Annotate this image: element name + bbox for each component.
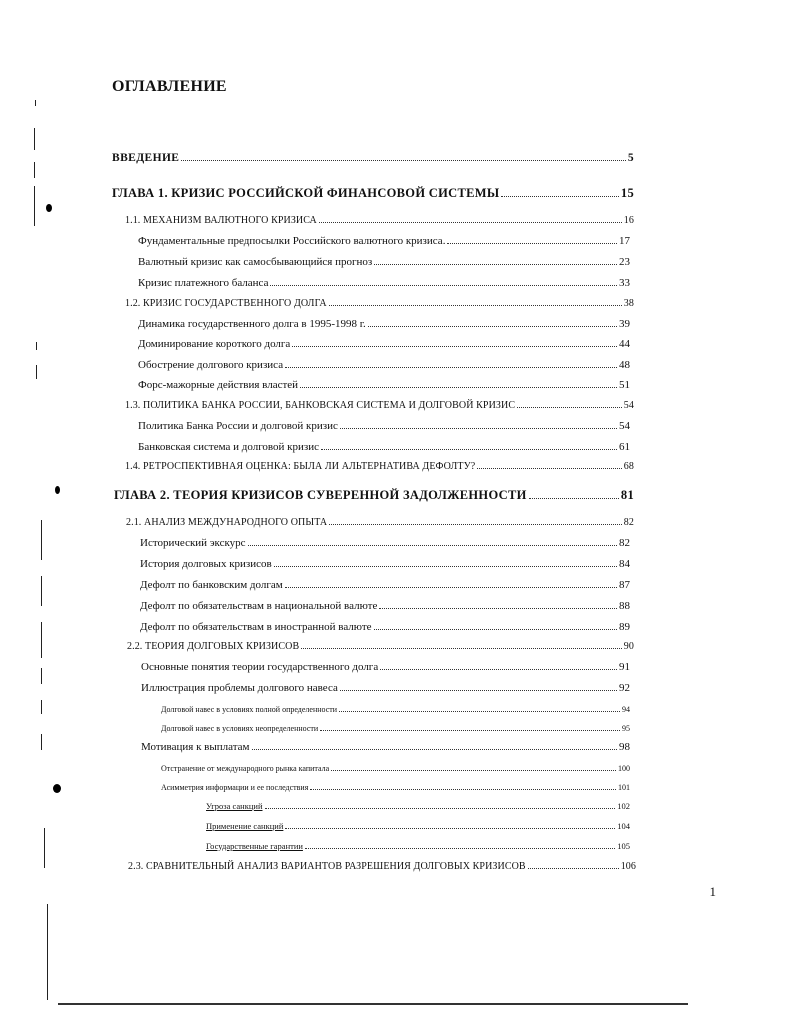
toc-entry-label: Применение санкций xyxy=(206,821,284,831)
toc-entry-section[interactable] xyxy=(125,298,634,309)
toc-entry-page: 17 xyxy=(619,235,630,247)
toc-entry-label: Валютный кризис как самосбывающийся прогноз xyxy=(138,256,373,268)
toc-entry-page: 82 xyxy=(619,537,630,549)
toc-entry-page: 38 xyxy=(623,298,634,309)
toc-entry-introduction[interactable] xyxy=(112,152,634,164)
toc-entry-label: Банковская система и долговой кризис xyxy=(138,441,320,453)
toc-entry-page: 51 xyxy=(619,379,630,391)
toc-entry-label: Долговой навес в условиях неопределенности xyxy=(161,724,319,733)
toc-entry-subsection[interactable] xyxy=(141,682,630,694)
toc-entry-page: 16 xyxy=(623,215,634,226)
toc-entry-page: 81 xyxy=(620,488,634,502)
toc-entry-subsection[interactable] xyxy=(138,256,630,268)
toc-entry-label: ГЛАВА 1. КРИЗИС РОССИЙСКОЙ ФИНАНСОВОЙ СИСТЕМЫ xyxy=(112,186,500,200)
toc-entry-label: 2.3. СРАВНИТЕЛЬНЫЙ АНАЛИЗ ВАРИАНТОВ РАЗРЕШЕНИЯ ДОЛГОВЫХ КРИЗИСОВ xyxy=(128,861,526,872)
toc-entry-subsection[interactable] xyxy=(138,441,630,453)
toc-entry-label: Политика Банка России и долговой кризис xyxy=(138,420,338,432)
toc-entry-subsection[interactable] xyxy=(138,318,630,330)
toc-entry-page: 102 xyxy=(617,801,630,811)
toc-entry-label: Отстранение от международного рынка капитала xyxy=(161,764,330,773)
toc-entry-label: ВВЕДЕНИЕ xyxy=(112,152,180,165)
toc-entry-page: 98 xyxy=(619,741,630,753)
toc-entry-page: 88 xyxy=(619,600,630,612)
toc-entry-subsection[interactable] xyxy=(141,741,630,753)
scan-mark xyxy=(36,365,37,379)
scan-mark xyxy=(41,576,42,606)
toc-entry-label: 2.1. АНАЛИЗ МЕЖДУНАРОДНОГО ОПЫТА xyxy=(126,517,328,528)
toc-entry-page: 92 xyxy=(619,682,630,694)
toc-entry-subsection[interactable] xyxy=(140,600,630,612)
toc-entry-page: 84 xyxy=(619,558,630,570)
toc-entry-label: Форс-мажорные действия властей xyxy=(138,379,299,391)
toc-entry-label: Основные понятия теории государственного долга xyxy=(141,661,379,673)
toc-entry-label: Угроза санкций xyxy=(206,801,263,811)
toc-entry-page: 44 xyxy=(619,338,630,350)
toc-entry-subsection[interactable] xyxy=(140,537,630,549)
toc-entry-label: 2.2. ТЕОРИЯ ДОЛГОВЫХ КРИЗИСОВ xyxy=(127,641,300,652)
toc-entry-section[interactable] xyxy=(128,861,636,872)
toc-entry-page: 105 xyxy=(617,841,630,851)
toc-entry-page: 82 xyxy=(623,517,634,528)
toc-entry-label: Фундаментальные предпосылки Российского валютного кризиса. xyxy=(138,235,446,247)
toc-entry-page: 90 xyxy=(623,641,634,652)
toc-entry-page: 94 xyxy=(622,705,630,714)
toc-entry-page: 54 xyxy=(619,420,630,432)
toc-entry-section[interactable] xyxy=(127,641,634,652)
scan-blot xyxy=(46,204,52,212)
toc-entry-subsubsection[interactable] xyxy=(161,764,630,773)
toc-entry-subsubsection[interactable] xyxy=(161,783,630,792)
toc-entry-label: ГЛАВА 2. ТЕОРИЯ КРИЗИСОВ СУВЕРЕННОЙ ЗАДОЛЖЕННОСТИ xyxy=(114,488,527,502)
toc-entry-subsubsection[interactable] xyxy=(161,724,630,733)
toc-entry-subsubsection[interactable] xyxy=(161,705,630,714)
toc-entry-page: 48 xyxy=(619,359,630,371)
page-number: 1 xyxy=(709,884,716,899)
toc-entry-section[interactable] xyxy=(125,461,634,472)
scan-edge-line xyxy=(58,1003,688,1005)
scan-mark xyxy=(41,700,42,714)
toc-entry-page: 33 xyxy=(619,277,630,289)
toc-entry-page: 91 xyxy=(619,661,630,673)
toc-entry-subsection[interactable] xyxy=(140,621,630,633)
page-title: ОГЛАВЛЕНИЕ xyxy=(112,78,227,95)
toc-entry-subsection[interactable] xyxy=(138,420,630,432)
scan-mark xyxy=(41,520,42,560)
toc-entry-label: Исторический экскурс xyxy=(140,537,246,549)
toc-entry-label: Иллюстрация проблемы долгового навеса xyxy=(141,682,338,694)
toc-entry-section[interactable] xyxy=(126,517,634,528)
scan-mark xyxy=(34,186,35,226)
toc-entry-subsection[interactable] xyxy=(138,379,630,391)
toc-entry-subsection[interactable] xyxy=(138,359,630,371)
toc-entry-page: 5 xyxy=(627,152,634,165)
toc-entry-label: Кризис платежного баланса xyxy=(138,277,269,289)
scan-mark xyxy=(41,668,42,684)
toc-entry-page: 39 xyxy=(619,318,630,330)
toc-entry-page: 87 xyxy=(619,579,630,591)
toc-entry-label: 1.1. МЕХАНИЗМ ВАЛЮТНОГО КРИЗИСА xyxy=(125,215,317,226)
toc-entry-page: 104 xyxy=(617,821,630,831)
scan-blot xyxy=(53,784,61,793)
toc-entry-page: 106 xyxy=(620,861,636,872)
toc-entry-label: Динамика государственного долга в 1995-1998 г. xyxy=(138,318,366,330)
toc-entry-page: 101 xyxy=(618,783,630,792)
toc-entry-page: 61 xyxy=(619,441,630,453)
toc-entry-label: Долговой навес в условиях полной определенности xyxy=(161,705,338,714)
scan-mark xyxy=(36,342,37,350)
toc-entry-section[interactable] xyxy=(125,400,634,411)
toc-entry-item[interactable] xyxy=(206,801,630,811)
toc-entry-page: 68 xyxy=(623,461,634,472)
toc-entry-section[interactable] xyxy=(125,215,634,226)
toc-entry-label: Мотивация к выплатам xyxy=(141,741,250,753)
toc-entry-page: 23 xyxy=(619,256,630,268)
toc-entry-label: 1.2. КРИЗИС ГОСУДАРСТВЕННОГО ДОЛГА xyxy=(125,298,327,309)
scan-mark xyxy=(34,162,35,178)
toc-entry-label: Государственные гарантии xyxy=(206,841,303,851)
scan-blot xyxy=(55,486,60,494)
toc-entry-item[interactable] xyxy=(206,821,630,831)
scan-mark xyxy=(35,100,36,106)
scan-mark xyxy=(44,828,45,868)
toc-entry-label: Дефолт по банковским долгам xyxy=(140,579,283,591)
toc-entry-page: 89 xyxy=(619,621,630,633)
toc-entry-label: 1.4. РЕТРОСПЕКТИВНАЯ ОЦЕНКА: БЫЛА ЛИ АЛЬТЕРНАТИВА ДЕФОЛТУ? xyxy=(125,461,476,472)
toc-entry-page: 95 xyxy=(622,724,630,733)
toc-entry-chapter-1[interactable] xyxy=(112,186,634,201)
toc-entry-subsection[interactable] xyxy=(138,235,630,247)
toc-entry-label: История долговых кризисов xyxy=(140,558,272,570)
toc-entry-label: Дефолт по обязательствам в национальной валюте xyxy=(140,600,378,612)
toc-entry-subsection[interactable] xyxy=(141,661,630,673)
scan-mark xyxy=(34,128,35,150)
toc-entry-label: Доминирование короткого долга xyxy=(138,338,291,350)
toc-entry-label: Обострение долгового кризиса xyxy=(138,359,284,371)
scan-mark xyxy=(41,734,42,750)
toc-entry-subsection[interactable] xyxy=(138,338,630,350)
toc-entry-subsection[interactable] xyxy=(140,558,630,570)
scan-mark xyxy=(47,904,48,1000)
toc-entry-page: 15 xyxy=(620,186,634,200)
toc-entry-label: 1.3. ПОЛИТИКА БАНКА РОССИИ, БАНКОВСКАЯ СИСТЕМА И ДОЛГОВОЙ КРИЗИС xyxy=(125,400,516,411)
toc-entry-label: Асимметрия информации и ее последствия xyxy=(161,783,309,792)
scan-mark xyxy=(41,622,42,658)
toc-entry-label: Дефолт по обязательствам в иностранной валюте xyxy=(140,621,372,633)
toc-entry-chapter-2[interactable] xyxy=(114,488,634,503)
toc-entry-subsection[interactable] xyxy=(140,579,630,591)
toc-entry-item[interactable] xyxy=(206,841,630,851)
toc-entry-page: 100 xyxy=(618,764,630,773)
toc-entry-page: 54 xyxy=(623,400,634,411)
toc-entry-subsection[interactable] xyxy=(138,277,630,289)
